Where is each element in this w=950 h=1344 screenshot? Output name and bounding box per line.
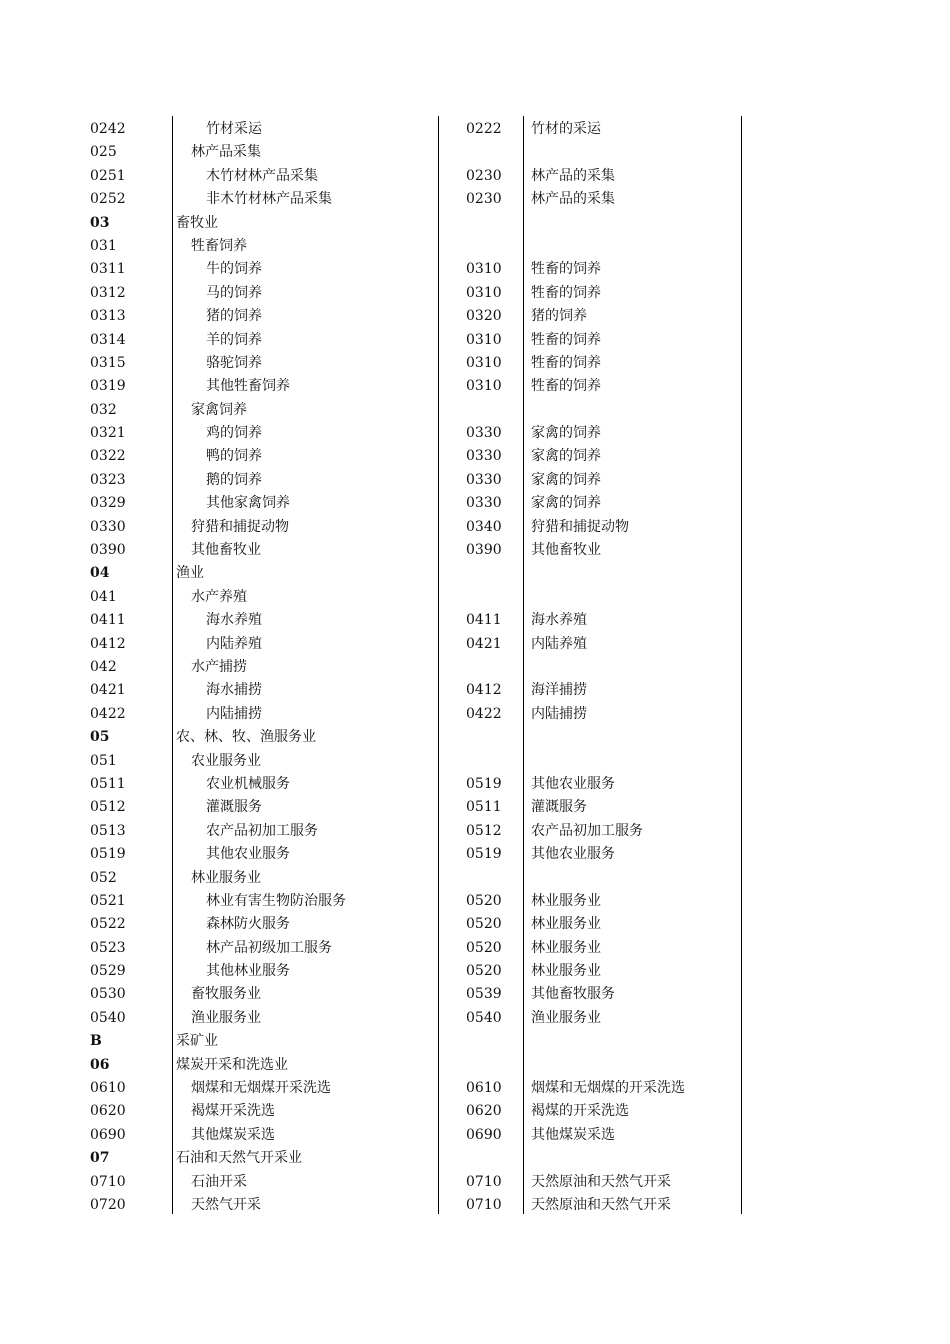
new-code-cell: 0710: [90, 1173, 126, 1190]
new-code-cell: 05: [90, 729, 110, 746]
new-name-cell: 林产品采集: [191, 144, 261, 161]
new-name-cell: 竹材采运: [206, 121, 262, 137]
old-code-cell: 0519: [466, 775, 502, 792]
old-code-cell: 0520: [466, 963, 502, 980]
new-name-cell: 海水捕捞: [206, 682, 262, 699]
old-code-cell: 0539: [466, 986, 502, 1003]
new-name-cell: 农产品初加工服务: [206, 822, 318, 839]
new-name-cell: 渔业: [176, 565, 204, 582]
table-row: [0, 890, 950, 913]
new-code-cell: 0513: [90, 822, 126, 839]
old-code-cell: 0710: [466, 1196, 502, 1213]
old-code-cell: 0310: [466, 284, 502, 301]
new-code-cell: 0252: [90, 191, 126, 208]
table-row: [0, 141, 950, 164]
old-code-cell: 0222: [466, 121, 502, 137]
new-name-cell: 林业有害生物防治服务: [206, 892, 346, 909]
old-name-cell: 林业服务业: [531, 939, 601, 956]
new-code-cell: 0411: [90, 612, 126, 629]
table-row: [0, 118, 950, 141]
new-code-cell: 04: [90, 565, 110, 582]
new-code-cell: 052: [90, 869, 117, 886]
table-row: [0, 913, 950, 936]
new-name-cell: 非木竹材林产品采集: [206, 191, 332, 208]
table-row: [0, 539, 950, 562]
old-name-cell: 牲畜的饲养: [531, 261, 601, 278]
new-code-cell: 0422: [90, 705, 126, 722]
old-code-cell: 0330: [466, 471, 502, 488]
table-row: [0, 235, 950, 258]
new-code-cell: 031: [90, 237, 117, 254]
new-name-cell: 木竹材林产品采集: [206, 167, 318, 184]
industry-code-mapping-table: [0, 116, 950, 1214]
old-name-cell: 林业服务业: [531, 916, 601, 933]
old-name-cell: 内陆养殖: [531, 635, 587, 652]
table-row: [0, 212, 950, 235]
table-row: [0, 1030, 950, 1053]
table-row: [0, 656, 950, 679]
table-row: [0, 422, 950, 445]
new-code-cell: 0511: [90, 775, 126, 792]
new-name-cell: 农业服务业: [191, 752, 261, 769]
new-code-cell: 07: [90, 1150, 110, 1167]
old-name-cell: 其他畜牧业: [531, 542, 601, 559]
new-name-cell: 牲畜饲养: [191, 237, 247, 254]
old-name-cell: 农产品初加工服务: [531, 822, 643, 839]
table-row: [0, 1100, 950, 1123]
table-row: [0, 469, 950, 492]
new-code-cell: 0323: [90, 471, 126, 488]
table-body: [0, 118, 950, 1217]
table-row: [0, 983, 950, 1006]
old-name-cell: 家禽的饲养: [531, 448, 601, 465]
old-code-cell: 0411: [466, 612, 502, 629]
new-name-cell: 畜牧业: [176, 214, 218, 231]
table-row: [0, 329, 950, 352]
old-name-cell: 牲畜的饲养: [531, 354, 601, 371]
new-code-cell: 051: [90, 752, 117, 769]
old-name-cell: 牲畜的饲养: [531, 284, 601, 301]
table-row: [0, 937, 950, 960]
new-name-cell: 褐煤开采洗选: [191, 1103, 275, 1120]
new-code-cell: 0314: [90, 331, 126, 348]
table-row: [0, 796, 950, 819]
table-row: [0, 726, 950, 749]
new-code-cell: 0519: [90, 846, 126, 863]
new-code-cell: 0319: [90, 378, 126, 395]
old-code-cell: 0519: [466, 846, 502, 863]
table-row: [0, 165, 950, 188]
table-row: [0, 750, 950, 773]
old-name-cell: 灌溉服务: [531, 799, 587, 816]
table-row: [0, 282, 950, 305]
table-row: [0, 633, 950, 656]
old-code-cell: 0620: [466, 1103, 502, 1120]
new-name-cell: 灌溉服务: [206, 799, 262, 816]
new-name-cell: 其他家禽饲养: [206, 495, 290, 512]
new-name-cell: 煤炭开采和洗选业: [176, 1056, 288, 1073]
table-row: [0, 1194, 950, 1217]
old-code-cell: 0412: [466, 682, 502, 699]
new-code-cell: 0313: [90, 308, 126, 325]
new-code-cell: B: [90, 1033, 102, 1050]
new-code-cell: 0330: [90, 518, 126, 535]
old-code-cell: 0390: [466, 542, 502, 559]
old-name-cell: 其他煤炭采选: [531, 1126, 615, 1143]
old-name-cell: 林业服务业: [531, 963, 601, 980]
table-row: [0, 703, 950, 726]
table-row: [0, 679, 950, 702]
old-name-cell: 猪的饲养: [531, 308, 587, 325]
new-code-cell: 0242: [90, 121, 126, 137]
new-code-cell: 0529: [90, 963, 126, 980]
new-name-cell: 鸭的饲养: [206, 448, 262, 465]
new-name-cell: 内陆捕捞: [206, 705, 262, 722]
old-code-cell: 0340: [466, 518, 502, 535]
table-row: [0, 1147, 950, 1170]
table-row: [0, 1077, 950, 1100]
old-name-cell: 其他农业服务: [531, 846, 615, 863]
table-row: [0, 399, 950, 422]
old-name-cell: 林产品的采集: [531, 191, 615, 208]
new-code-cell: 025: [90, 144, 117, 161]
new-code-cell: 0523: [90, 939, 126, 956]
table-row: [0, 1124, 950, 1147]
new-name-cell: 鸡的饲养: [206, 425, 262, 442]
new-name-cell: 农业机械服务: [206, 775, 290, 792]
new-code-cell: 0322: [90, 448, 126, 465]
old-name-cell: 家禽的饲养: [531, 471, 601, 488]
new-name-cell: 其他牲畜饲养: [206, 378, 290, 395]
old-code-cell: 0310: [466, 354, 502, 371]
new-code-cell: 0610: [90, 1080, 126, 1097]
old-code-cell: 0310: [466, 261, 502, 278]
new-code-cell: 03: [90, 214, 110, 231]
new-name-cell: 马的饲养: [206, 284, 262, 301]
new-code-cell: 0540: [90, 1009, 126, 1026]
old-name-cell: 烟煤和无烟煤的开采洗选: [531, 1080, 685, 1097]
new-name-cell: 羊的饲养: [206, 331, 262, 348]
old-name-cell: 竹材的采运: [531, 121, 601, 137]
table-row: [0, 1171, 950, 1194]
new-name-cell: 烟煤和无烟煤开采洗选: [191, 1080, 331, 1097]
new-code-cell: 0329: [90, 495, 126, 512]
old-code-cell: 0540: [466, 1009, 502, 1026]
new-code-cell: 042: [90, 658, 117, 675]
old-code-cell: 0520: [466, 939, 502, 956]
new-code-cell: 0620: [90, 1103, 126, 1120]
table-row: [0, 352, 950, 375]
table-row: [0, 375, 950, 398]
table-row: [0, 562, 950, 585]
old-code-cell: 0330: [466, 448, 502, 465]
new-name-cell: 水产养殖: [191, 588, 247, 605]
new-code-cell: 06: [90, 1056, 110, 1073]
new-code-cell: 041: [90, 588, 117, 605]
old-name-cell: 牲畜的饲养: [531, 331, 601, 348]
old-code-cell: 0320: [466, 308, 502, 325]
new-name-cell: 林业服务业: [191, 869, 261, 886]
new-name-cell: 渔业服务业: [191, 1009, 261, 1026]
new-name-cell: 其他农业服务: [206, 846, 290, 863]
new-code-cell: 0690: [90, 1126, 126, 1143]
new-code-cell: 0251: [90, 167, 126, 184]
new-name-cell: 农、林、牧、渔服务业: [176, 729, 316, 746]
old-code-cell: 0512: [466, 822, 502, 839]
new-code-cell: 0521: [90, 892, 126, 909]
table-row: [0, 305, 950, 328]
old-code-cell: 0310: [466, 378, 502, 395]
old-name-cell: 褐煤的开采洗选: [531, 1103, 629, 1120]
new-code-cell: 0321: [90, 425, 126, 442]
new-name-cell: 天然气开采: [191, 1196, 261, 1213]
old-name-cell: 狩猎和捕捉动物: [531, 518, 629, 535]
old-code-cell: 0310: [466, 331, 502, 348]
new-name-cell: 石油和天然气开采业: [176, 1150, 302, 1167]
new-code-cell: 0512: [90, 799, 126, 816]
old-name-cell: 家禽的饲养: [531, 425, 601, 442]
old-code-cell: 0520: [466, 892, 502, 909]
new-name-cell: 石油开采: [191, 1173, 247, 1190]
old-name-cell: 其他农业服务: [531, 775, 615, 792]
old-code-cell: 0230: [466, 191, 502, 208]
new-name-cell: 森林防火服务: [206, 916, 290, 933]
new-name-cell: 其他煤炭采选: [191, 1126, 275, 1143]
table-row: [0, 867, 950, 890]
new-name-cell: 畜牧服务业: [191, 986, 261, 1003]
table-row: [0, 960, 950, 983]
old-code-cell: 0330: [466, 495, 502, 512]
old-code-cell: 0610: [466, 1080, 502, 1097]
new-name-cell: 狩猎和捕捉动物: [191, 518, 289, 535]
new-name-cell: 鹅的饲养: [206, 471, 262, 488]
new-name-cell: 海水养殖: [206, 612, 262, 629]
new-name-cell: 采矿业: [176, 1033, 218, 1050]
old-name-cell: 其他畜牧服务: [531, 986, 615, 1003]
old-code-cell: 0330: [466, 425, 502, 442]
old-code-cell: 0511: [466, 799, 502, 816]
new-code-cell: 0312: [90, 284, 126, 301]
table-row: [0, 773, 950, 796]
new-name-cell: 水产捕捞: [191, 658, 247, 675]
old-code-cell: 0230: [466, 167, 502, 184]
old-name-cell: 内陆捕捞: [531, 705, 587, 722]
old-code-cell: 0422: [466, 705, 502, 722]
new-code-cell: 0390: [90, 542, 126, 559]
old-name-cell: 渔业服务业: [531, 1009, 601, 1026]
table-row: [0, 188, 950, 211]
old-name-cell: 天然原油和天然气开采: [531, 1196, 671, 1213]
new-name-cell: 猪的饲养: [206, 308, 262, 325]
old-name-cell: 海洋捕捞: [531, 682, 587, 699]
new-code-cell: 0412: [90, 635, 126, 652]
new-code-cell: 0311: [90, 261, 126, 278]
old-code-cell: 0421: [466, 635, 502, 652]
table-row: [0, 516, 950, 539]
table-row: [0, 1007, 950, 1030]
old-name-cell: 天然原油和天然气开采: [531, 1173, 671, 1190]
new-name-cell: 林产品初级加工服务: [206, 939, 332, 956]
table-row: [0, 258, 950, 281]
table-row: [0, 492, 950, 515]
table-row: [0, 586, 950, 609]
new-name-cell: 骆驼饲养: [206, 354, 262, 371]
new-code-cell: 0315: [90, 354, 126, 371]
table-row: [0, 843, 950, 866]
new-name-cell: 内陆养殖: [206, 635, 262, 652]
old-name-cell: 牲畜的饲养: [531, 378, 601, 395]
table-row: [0, 820, 950, 843]
new-code-cell: 032: [90, 401, 117, 418]
new-code-cell: 0421: [90, 682, 126, 699]
table-row: [0, 445, 950, 468]
old-code-cell: 0690: [466, 1126, 502, 1143]
new-name-cell: 其他林业服务: [206, 963, 290, 980]
old-name-cell: 林业服务业: [531, 892, 601, 909]
new-code-cell: 0530: [90, 986, 126, 1003]
old-name-cell: 家禽的饲养: [531, 495, 601, 512]
old-name-cell: 海水养殖: [531, 612, 587, 629]
new-name-cell: 牛的饲养: [206, 261, 262, 278]
table-row: [0, 609, 950, 632]
old-code-cell: 0710: [466, 1173, 502, 1190]
old-name-cell: 林产品的采集: [531, 167, 615, 184]
table-row: [0, 1054, 950, 1077]
old-code-cell: 0520: [466, 916, 502, 933]
new-name-cell: 家禽饲养: [191, 401, 247, 418]
new-code-cell: 0522: [90, 916, 126, 933]
new-code-cell: 0720: [90, 1196, 126, 1213]
new-name-cell: 其他畜牧业: [191, 542, 261, 559]
